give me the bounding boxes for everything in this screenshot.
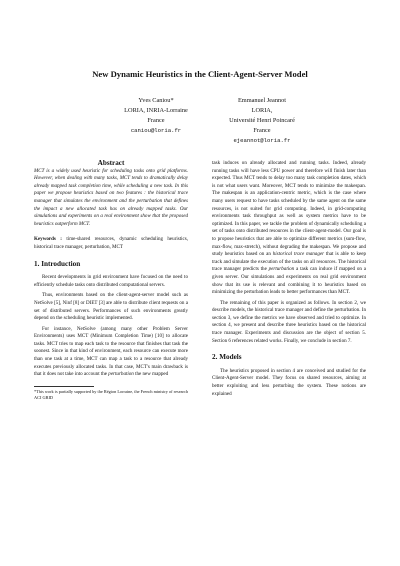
author-affiliation-university: Université Henri Poincaré — [229, 117, 295, 124]
footnote: *This work is partially supported by the Région Lorraine, the French ministry of research ACI GRID — [34, 388, 188, 401]
intro-continuation — [212, 160, 366, 297]
intro-paragraph-3-tail: the new mapped — [133, 371, 169, 378]
intro-continuation-text: task induces on already allocated and running tasks. Indeed, already running tasks will have less CPU power and therefore will finish later than expected. Thus MCT tends to delay too many task completion dates, which is not what users want. Moreover, MCT tends to minimize the makespan. The makespan is an application-centric metric, which is the case where many users request to have tasks scheduled by the same agent on the same resources, is not suited for grid computing. Indeed, in grid-computing environments task throughput as well as system metrics have to be optimized. In this paper, we tackle the problem of dynamically scheduling a set of tasks onto distributed resources in the client-agent-model. Our goal is to propose heuristics that are able to optimize different metrics (sum-flow, max-flow, max-stretch), without degrading the makespan. We propose and study heuristics based on an — [212, 160, 366, 258]
author-name: Yves Caniou* — [138, 97, 174, 104]
author-affiliation: LORIA, — [251, 107, 273, 114]
author-email: caniou@loria.fr — [130, 127, 182, 134]
paper-title: New Dynamic Heuristics in the Client-Agent-Server Model — [92, 69, 308, 79]
author-affiliation: LORIA, INRIA-Lorraine — [124, 107, 188, 114]
intro-continuation-mid: that is able to keep track and simulate the execution of the tasks on all resources. The historical trace manager predicts the — [212, 251, 367, 273]
intro-paragraph-3 — [34, 326, 188, 379]
left-column — [34, 160, 188, 401]
intro-paragraph-3-text: For instance, NetSolve (among many other Problem Server Environments) uses MCT (Minimum Completion Time) [10] to allocate tasks. MCT tries to map each task to the resource that finishes that task the soonest. Since in that kind of environment, each resource can execute more than one task at a time, MCT can map a task to a resource that already executes previously allocated tasks. In that case, MCT's main drawback is that it does not take into account the — [34, 325, 188, 378]
author-block-jeannot — [197, 96, 327, 146]
intro-continuation-end: a task can induce if mapped on a given server. Our simulations and experiments on real grid environment show that its use is relevant and combining it to heuristics based on minimizing the perturbation leads to better performances than MCT. — [212, 266, 366, 296]
intro-paragraph-2: Thus, environments based on the client-agent-server model such as NetSolve [5], Ninf [8] or DIET [3] are able to distribute client requests on a set of distributed servers. Performances of such environments greatly depend on the scheduling heuristic implemented. — [34, 292, 188, 322]
right-column — [212, 160, 366, 398]
author-name: Emmanuel Jeannot — [237, 97, 287, 104]
keywords-label: Keywords : — [34, 236, 62, 243]
author-email: ejeannot@loria.fr — [233, 137, 291, 144]
footnote-rule — [34, 386, 94, 387]
outline-paragraph: The remaining of this paper is organized as follows. In section 2, we describe models, the historical trace manager and define the perturbation. In section 3, we define the metrics we have observed and tried to optimize. In section 4, we present and describe three heuristics based on the historical trace manager. Experiments and discussion are the object of section 5. Section 6 references related works. Finally, we conclude in section 7. — [212, 299, 366, 344]
author-country: France — [253, 127, 271, 134]
keywords — [34, 236, 188, 251]
models-paragraph: The heuristics proposed in section 4 are conceived and studied for the Client-Agent-Server model. They focus on shared resources, aiming at better exploiting and less perturbing the system. These notions are explained — [212, 367, 366, 397]
emphasis-perturbation: perturbation — [268, 266, 295, 273]
emphasis-historical-trace-manager: historical trace manager — [272, 251, 325, 258]
abstract-heading: Abstract — [97, 159, 125, 167]
emphasis-perturbation: perturbation — [108, 371, 134, 378]
keywords-text: time-shared resources, dynamic scheduling heuristics, historical trace manager, perturbation, MCT — [34, 236, 189, 250]
author-country: France — [147, 117, 165, 124]
intro-paragraph-1: Recent developments in grid environment have focused on the need to efficiently schedule tasks onto distributed computational servers. — [34, 274, 188, 288]
abstract-text: MCT is a widely used heuristic for scheduling tasks onto grid platforms. However, when dealing with many tasks, MCT tends to dramatically delay already mapped task completion time, while scheduling a new task. In this paper we propose heuristics based on two features : the historical trace manager that simulates the environment and the perturbation that defines the impact a new allocated task has on already mapped tasks. Our simulations and experiments on a real environment show that the proposed heuristics outperform MCT. — [34, 167, 188, 227]
section-heading-introduction: 1. Introduction — [34, 259, 81, 268]
section-heading-models: 2. Models — [212, 353, 242, 362]
